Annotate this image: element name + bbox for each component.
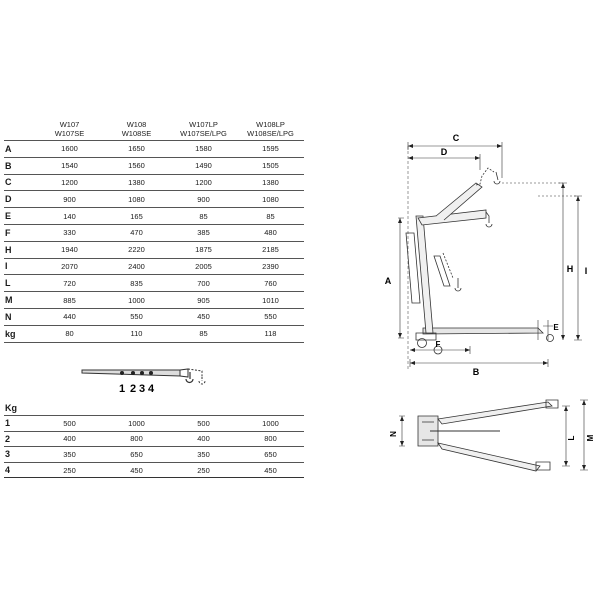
model-name: W107LP bbox=[189, 120, 218, 129]
table-cell: 1010 bbox=[262, 295, 279, 305]
label-f: F bbox=[435, 340, 441, 349]
model-name: W108 bbox=[126, 120, 147, 129]
label-h: H bbox=[566, 264, 574, 274]
table-cell: 1560 bbox=[128, 161, 145, 171]
model-variant: W107SE bbox=[54, 129, 85, 138]
table-cell: 480 bbox=[264, 228, 277, 238]
table-cell: 1490 bbox=[195, 161, 212, 171]
boom-position-number: 3 bbox=[138, 383, 146, 395]
table-cell: 165 bbox=[130, 211, 143, 221]
row-label: kg bbox=[5, 328, 16, 339]
table-cell: 250 bbox=[63, 465, 76, 475]
table-cell: 885 bbox=[63, 295, 76, 305]
table-row bbox=[4, 291, 304, 308]
model-name: W107 bbox=[59, 120, 80, 129]
label-d: D bbox=[440, 147, 448, 157]
table-cell: 450 bbox=[264, 465, 277, 475]
boom-position-number: 2 bbox=[129, 383, 137, 395]
table-cell: 1080 bbox=[128, 194, 145, 204]
table-cell: 800 bbox=[130, 434, 143, 444]
table-cell: 85 bbox=[199, 329, 208, 339]
table-row bbox=[4, 462, 304, 479]
model-name: W108LP bbox=[256, 120, 285, 129]
boom-positions-diagram bbox=[80, 365, 220, 397]
table-cell: 400 bbox=[197, 434, 210, 444]
table-cell: 450 bbox=[130, 465, 143, 475]
row-label: N bbox=[5, 311, 12, 322]
table-cell: 900 bbox=[197, 194, 210, 204]
table-cell: 1595 bbox=[262, 144, 279, 154]
row-label: F bbox=[5, 227, 11, 238]
table-cell: 1875 bbox=[195, 245, 212, 255]
row-label: D bbox=[5, 194, 12, 205]
row-label: A bbox=[5, 143, 12, 154]
table-row bbox=[4, 431, 304, 447]
table-cell: 1540 bbox=[61, 161, 78, 171]
table-cell: 2185 bbox=[262, 245, 279, 255]
boom-position-number: 4 bbox=[147, 383, 155, 395]
table-cell: 2400 bbox=[128, 261, 145, 271]
table-row bbox=[4, 274, 304, 291]
dimension-rows bbox=[4, 140, 304, 343]
model-variant: W108SE/LPG bbox=[247, 129, 294, 138]
table-cell: 110 bbox=[130, 329, 143, 339]
model-header-row bbox=[4, 110, 304, 140]
table-cell: 835 bbox=[130, 278, 143, 288]
table-cell: 350 bbox=[197, 449, 210, 459]
dimension-table bbox=[4, 110, 304, 343]
table-cell: 2390 bbox=[262, 261, 279, 271]
row-label: 2 bbox=[5, 433, 11, 444]
row-label: B bbox=[5, 160, 12, 171]
table-cell: 500 bbox=[63, 418, 76, 428]
table-cell: 900 bbox=[63, 194, 76, 204]
table-cell: 2070 bbox=[61, 261, 78, 271]
row-label: 3 bbox=[5, 449, 11, 460]
table-cell: 2220 bbox=[128, 245, 145, 255]
table-row bbox=[4, 190, 304, 207]
table-cell: 250 bbox=[197, 465, 210, 475]
table-cell: 118 bbox=[264, 329, 277, 339]
model-header bbox=[170, 110, 237, 140]
table-cell: 2005 bbox=[195, 261, 212, 271]
row-label: I bbox=[5, 261, 8, 272]
table-cell: 85 bbox=[199, 211, 208, 221]
table-cell: 760 bbox=[264, 278, 277, 288]
capacity-table bbox=[4, 402, 304, 478]
table-cell: 1200 bbox=[195, 177, 212, 187]
label-b: B bbox=[472, 367, 480, 377]
model-variant: W107SE/LPG bbox=[180, 129, 227, 138]
crane-side-view-drawing bbox=[378, 128, 600, 386]
table-cell: 650 bbox=[264, 449, 277, 459]
table-cell: 1200 bbox=[61, 177, 78, 187]
row-label: E bbox=[5, 211, 12, 222]
table-cell: 140 bbox=[63, 211, 76, 221]
boom-position-number: 1 bbox=[118, 383, 126, 395]
table-cell: 550 bbox=[130, 312, 143, 322]
table-row bbox=[4, 174, 304, 191]
row-label: 4 bbox=[5, 465, 11, 476]
model-header bbox=[103, 110, 170, 140]
label-n: N bbox=[389, 431, 398, 437]
label-c: C bbox=[452, 133, 460, 143]
model-header bbox=[237, 110, 304, 140]
table-cell: 1600 bbox=[61, 144, 78, 154]
table-cell: 85 bbox=[266, 211, 275, 221]
table-cell: 1000 bbox=[128, 295, 145, 305]
table-cell: 80 bbox=[65, 329, 74, 339]
boom-arm-icon bbox=[82, 369, 205, 384]
model-variant: W108SE bbox=[121, 129, 152, 138]
table-cell: 720 bbox=[63, 278, 76, 288]
table-row bbox=[4, 308, 304, 325]
table-cell: 500 bbox=[197, 418, 210, 428]
row-label: C bbox=[5, 177, 12, 188]
table-cell: 1580 bbox=[195, 144, 212, 154]
label-a: A bbox=[384, 276, 392, 286]
row-label: 1 bbox=[5, 418, 11, 429]
table-cell: 1000 bbox=[262, 418, 279, 428]
table-row bbox=[4, 157, 304, 174]
table-cell: 1080 bbox=[262, 194, 279, 204]
table-cell: 440 bbox=[63, 312, 76, 322]
capacity-rows bbox=[4, 415, 304, 478]
table-cell: 450 bbox=[197, 312, 210, 322]
label-m: M bbox=[586, 434, 595, 442]
row-label: H bbox=[5, 244, 12, 255]
row-label: M bbox=[5, 295, 13, 306]
table-cell: 1650 bbox=[128, 144, 145, 154]
table-cell: 1000 bbox=[128, 418, 145, 428]
label-i: I bbox=[584, 266, 588, 276]
table-cell: 470 bbox=[130, 228, 143, 238]
table-cell: 650 bbox=[130, 449, 143, 459]
table-cell: 700 bbox=[197, 278, 210, 288]
table-cell: 385 bbox=[197, 228, 210, 238]
table-row bbox=[4, 140, 304, 157]
table-cell: 550 bbox=[264, 312, 277, 322]
table-cell: 350 bbox=[63, 449, 76, 459]
table-row bbox=[4, 207, 304, 224]
capacity-title: Kg bbox=[5, 403, 17, 413]
table-cell: 1380 bbox=[128, 177, 145, 187]
table-cell: 800 bbox=[264, 434, 277, 444]
table-row bbox=[4, 415, 304, 431]
table-row bbox=[4, 446, 304, 462]
table-cell: 905 bbox=[197, 295, 210, 305]
table-cell: 330 bbox=[63, 228, 76, 238]
table-cell: 1505 bbox=[262, 161, 279, 171]
table-row bbox=[4, 258, 304, 275]
table-row bbox=[4, 224, 304, 241]
label-l: L bbox=[567, 435, 576, 441]
model-header bbox=[36, 110, 103, 140]
crane-top-view-drawing bbox=[390, 400, 600, 480]
row-label: L bbox=[5, 278, 11, 289]
table-cell: 400 bbox=[63, 434, 76, 444]
table-row bbox=[4, 241, 304, 258]
table-cell: 1940 bbox=[61, 245, 78, 255]
table-cell: 1380 bbox=[262, 177, 279, 187]
table-row bbox=[4, 325, 304, 343]
label-e: E bbox=[553, 323, 559, 332]
